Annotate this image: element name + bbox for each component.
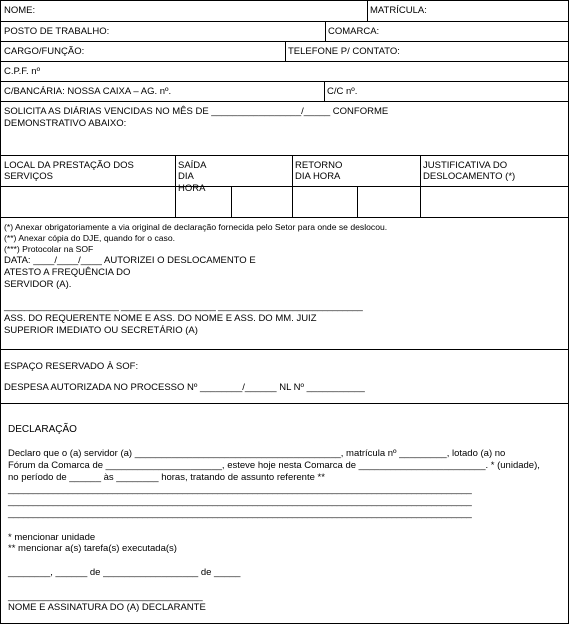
signature-labels: ASS. DO REQUERENTE NOME E ASS. DO NOME E ASS. DO MM. JUIZ [4, 313, 317, 324]
row-nome [1, 1, 568, 22]
blank-line-1: _____________________________________________________________________________________________ [8, 484, 472, 495]
telefone-field[interactable]: TELEFONE P/ CONTATO: [288, 46, 400, 57]
cell-saida-dia[interactable] [175, 187, 231, 217]
comarca-field[interactable]: COMARCA: [328, 26, 380, 37]
declaracao-note-2: ** mencionar a(s) tarefa(s) executada(s) [8, 543, 177, 554]
col-saida-header: SAÍDA DIA HORA [178, 160, 206, 194]
table-header [1, 156, 568, 194]
cell-saida-hora[interactable] [231, 187, 292, 217]
signature-lines: _______________________ ___________________ _____________________________ [4, 301, 363, 312]
declarante-signature-line: _______________________________________ [8, 591, 203, 602]
cargo-field[interactable]: CARGO/FUNÇÃO: [4, 46, 85, 57]
posto-field[interactable]: POSTO DE TRABALHO: [4, 26, 110, 37]
matricula-field[interactable]: MATRÍCULA: [370, 5, 427, 16]
bancaria-field[interactable]: C/BANCÁRIA: NOSSA CAIXA – AG. nº. [4, 86, 172, 97]
row-solicita [1, 102, 568, 156]
cell-local[interactable] [1, 187, 175, 217]
cell-retorno-dia[interactable] [292, 187, 357, 217]
row-cargo [1, 42, 568, 62]
row-bancaria [1, 82, 568, 102]
solicita-line2: DEMONSTRATIVO ABAIXO: [4, 118, 127, 129]
cc-field[interactable]: C/C nº. [327, 86, 358, 97]
declaracao-section [1, 404, 568, 623]
row-cpf [1, 62, 568, 82]
atesto-line2: SERVIDOR (A). [4, 279, 72, 290]
declaracao-title: DECLARAÇÃO [8, 424, 77, 435]
note-2: (**) Anexar cópia do DJE, quando for o caso. [4, 233, 176, 243]
despesa-line: DESPESA AUTORIZADA NO PROCESSO Nº ________/______ NL Nº ___________ [4, 382, 365, 393]
signature-labels-2: SUPERIOR IMEDIATO OU SECRETÁRIO (A) [4, 325, 198, 336]
cpf-field[interactable]: C.P.F. nº [4, 66, 41, 77]
declaracao-p1: Declaro que o (a) servidor (a) _______________________________________, matrícula nº _________, lotado (a) no [8, 448, 506, 459]
declaracao-note-1: * mencionar unidade [8, 532, 96, 543]
declaracao-date-line: ________, ______ de __________________ de _____ [8, 567, 241, 578]
declaracao-p3: no período de ______ às ________ horas, tratando de assunto referente ** [8, 472, 325, 483]
notes-section [1, 218, 568, 350]
cell-retorno-hora[interactable] [357, 187, 420, 217]
data-autorizei: DATA: ____/____/____ AUTORIZEI O DESLOCAMENTO E [4, 255, 256, 266]
atesto-line1: ATESTO A FREQUÊNCIA DO [4, 267, 131, 278]
blank-line-3: _____________________________________________________________________________________________ [8, 508, 472, 519]
col-local-header: LOCAL DA PRESTAÇÃO DOS SERVIÇOS [4, 160, 134, 183]
note-1: (*) Anexar obrigatoriamente a via original de declaração fornecida pelo Setor para onde se deslocou. [4, 222, 388, 232]
note-3: (***) Protocolar na SOF [4, 244, 94, 254]
declaracao-p2: Fórum da Comarca de ______________________, esteve hoje nesta Comarca de ________________________. * (unidade), [8, 460, 540, 471]
blank-line-2: _____________________________________________________________________________________________ [8, 496, 472, 507]
col-retorno-header: RETORNO DIA HORA [295, 160, 343, 183]
col-justificativa-header: JUSTIFICATIVA DO DESLOCAMENTO (*) [423, 160, 516, 183]
solicita-line1: SOLICITA AS DIÁRIAS VENCIDAS NO MÊS DE _________________/_____ CONFORME [4, 106, 389, 117]
sof-section [1, 350, 568, 404]
cell-justificativa[interactable] [420, 187, 568, 217]
sof-title: ESPAÇO RESERVADO À SOF: [4, 361, 139, 372]
nome-field[interactable]: NOME: [4, 5, 36, 16]
table-row [1, 187, 568, 218]
row-posto [1, 22, 568, 42]
declarante-signature-label: NOME E ASSINATURA DO (A) DECLARANTE [8, 602, 206, 613]
